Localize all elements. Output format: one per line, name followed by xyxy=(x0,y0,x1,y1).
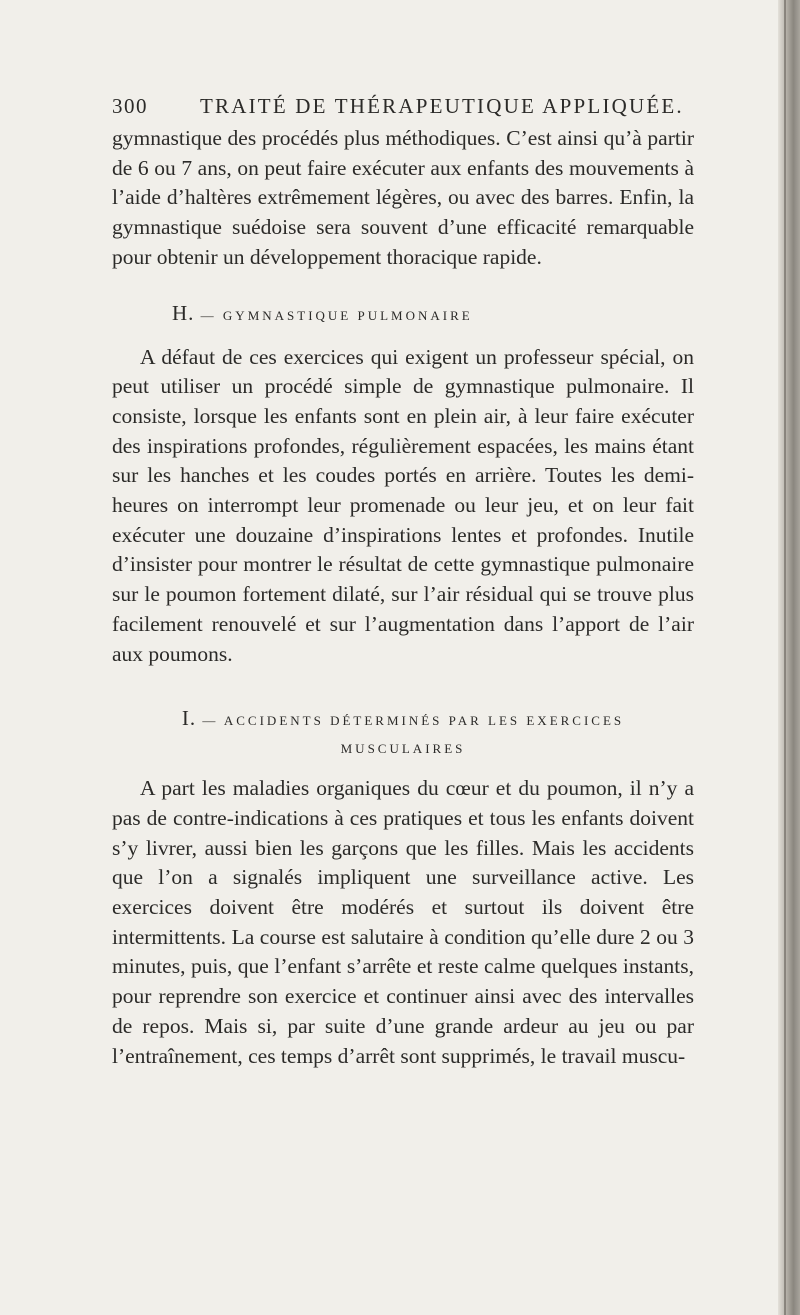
section-heading-h xyxy=(112,300,694,326)
page-body xyxy=(112,124,694,1071)
section-letter: H. xyxy=(172,300,195,325)
paragraph-accidents: A part les maladies organiques du cœur et du poumon, il n’y a pas de contre-indications à ces pratiques et tous les enfants doivent s’y livrer, aussi bien les garçons que les filles. Mais les accidents que l’on a signalés impliquent une surveillance active. Les exercices doivent être modérés et surtout ils doivent être intermittents. La course est salutaire à condition qu’elle dure 2 ou 3 minutes, puis, que l’enfant s’arrête et reste calme quelques instants, pour reprendre son exercice et continuer ainsi avec des intervalles de repos. Mais si, par suite d’une grande ardeur au jeu ou par l’entraînement, ces temps d’arrêt sont supprimés, le travail muscu- xyxy=(112,776,694,1068)
section-letter: I. xyxy=(181,706,197,731)
running-header xyxy=(112,94,692,124)
page-number: 300 xyxy=(112,94,148,118)
section-title: GYMNASTIQUE PULMONAIRE xyxy=(222,307,473,323)
running-title: TRAITÉ DE THÉRAPEUTIQUE APPLIQUÉE. xyxy=(200,94,684,118)
section-dash: — xyxy=(202,713,219,729)
paragraph-continued: gymnastique des procédés plus méthodiques. C’est ainsi qu’à partir de 6 ou 7 ans, on peut faire exécuter aux enfants des mouvements à l’aide d’haltères extrêmement légères, ou avec des barres. Enfin, la gymnastique suédoise sera souvent d’une efficacité remarquable pour obtenir un développement thoracique rapide. xyxy=(112,126,694,269)
section-title-line2: MUSCULAIRES xyxy=(340,741,466,757)
section-dash: — xyxy=(200,307,217,323)
page-edge-shadow xyxy=(784,0,786,1315)
section-title-line1: ACCIDENTS DÉTERMINÉS PAR LES EXERCICES xyxy=(223,713,625,729)
page-edge xyxy=(778,0,800,1315)
section-heading-i xyxy=(112,704,694,763)
paragraph-gymnastique-pulmonaire: A défaut de ces exercices qui exigent un professeur spécial, on peut utiliser un procédé simple de gymnastique pulmonaire. Il consiste, lorsque les enfants sont en plein air, à leur faire exécuter des inspirations profondes, régulièrement espacées, les mains étant sur les hanches et les coudes portés en arrière. Toutes les demi-heures on interrompt leur promenade ou leur jeu, et on leur fait exécuter une douzaine d’inspirations lentes et profondes. Inutile d’insister pour montrer le résultat de cette gymnastique pulmonaire sur le poumon fortement dilaté, sur l’air résidual qui se trouve plus facilement renouvelé et sur l’augmentation dans l’apport de l’air aux poumons. xyxy=(112,344,694,666)
